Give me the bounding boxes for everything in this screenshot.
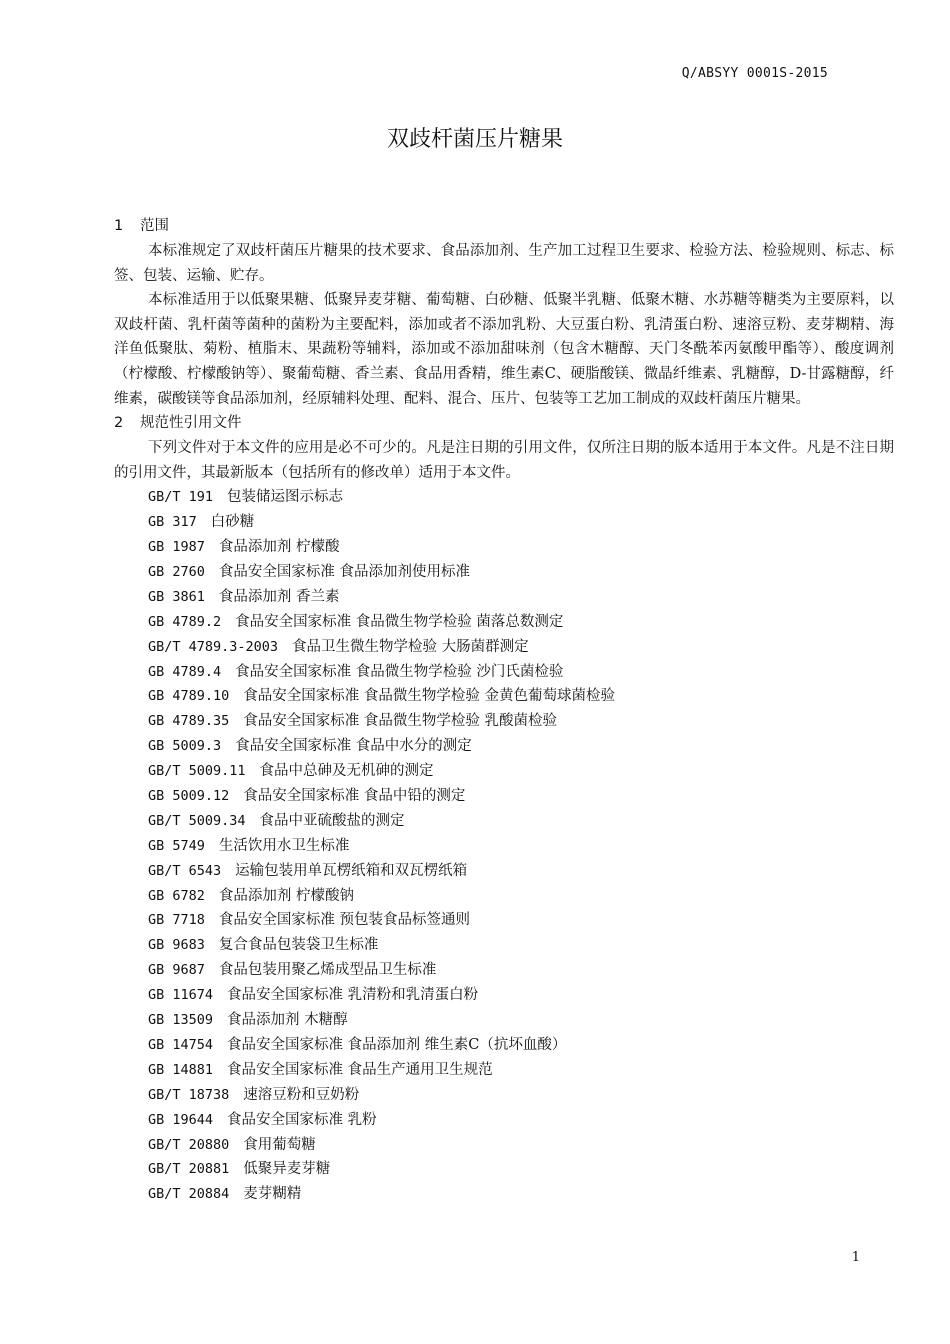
reference-title: 食品安全国家标准 预包装食品标签通则 [218, 912, 471, 929]
reference-code: GB 19644 [148, 1111, 214, 1128]
reference-code: GB 6782 [148, 887, 205, 904]
reference-code: GB 317 [148, 514, 197, 531]
reference-title: 生活饮用水卫生标准 [218, 837, 350, 854]
reference-title: 食品中总砷及无机砷的测定 [259, 763, 434, 780]
reference-item [114, 933, 894, 958]
reference-item [114, 510, 894, 535]
reference-item [114, 585, 894, 610]
document-body [114, 214, 894, 1207]
reference-item [114, 1058, 894, 1083]
reference-code: GB 14881 [148, 1061, 214, 1078]
reference-code: GB 5009.12 [148, 788, 230, 805]
reference-title: 食品中亚硫酸盐的测定 [259, 812, 405, 829]
reference-code: GB/T 191 [148, 489, 214, 506]
reference-title: 运输包装用单瓦楞纸箱和双瓦楞纸箱 [235, 862, 468, 879]
reference-item [114, 958, 894, 983]
reference-title: 食品包装用聚乙烯成型品卫生标准 [218, 962, 437, 979]
reference-title: 低聚异麦芽糖 [243, 1161, 331, 1178]
section-1-number: 1 [114, 218, 124, 234]
section-1-heading [114, 214, 894, 239]
reference-title: 食品添加剂 木糖醇 [227, 1012, 348, 1029]
section-1-paragraph-1: 本标准规定了双歧杆菌压片糖果的技术要求、食品添加剂、生产加工过程卫生要求、检验方法、检验规则、标志、标签、包装、运输、贮存。 [114, 243, 894, 284]
reference-title: 食品安全国家标准 食品微生物学检验 沙门氏菌检验 [235, 663, 564, 680]
reference-code: GB 4789.35 [148, 713, 230, 730]
reference-item [114, 560, 894, 585]
reference-item [114, 859, 894, 884]
reference-item [114, 1133, 894, 1158]
reference-title: 食品安全国家标准 食品微生物学检验 乳酸菌检验 [243, 713, 557, 730]
reference-item [114, 759, 894, 784]
reference-item [114, 1033, 894, 1058]
reference-item [114, 610, 894, 635]
reference-title: 麦芽糊精 [243, 1186, 302, 1203]
reference-code: GB 14754 [148, 1036, 214, 1053]
reference-item [114, 1108, 894, 1133]
reference-code: GB 4789.4 [148, 663, 222, 680]
reference-item [114, 834, 894, 859]
reference-title: 复合食品包装袋卫生标准 [218, 937, 379, 954]
section-1-paragraph-2: 本标准适用于以低聚果糖、低聚异麦芽糖、葡萄糖、白砂糖、低聚半乳糖、低聚木糖、水苏糖等糖类为主要原料，以双歧杆菌、乳杆菌等菌种的菌粉为主要配料，添加或者不添加乳粉、大豆蛋白粉、乳清蛋白粉、速溶豆粉、麦芽糊精、海洋鱼低聚肽、菊粉、植脂末、果蔬粉等辅料，添加或不添加甜味剂（包含木糖醇、天门冬酰苯丙氨酸甲酯等）、酸度调剂（柠檬酸、柠檬酸钠等）、聚葡萄糖、香兰素、食品用香精，维生素C、硬脂酸镁、微晶纤维素、乳糖醇，D-甘露糖醇，纤维素，碳酸镁等食品添加剂，经原辅料处理、配料、混合、压片、包装等工艺加工制成的双歧杆菌压片糖果。 [114, 292, 894, 407]
reference-item [114, 709, 894, 734]
reference-item [114, 1083, 894, 1108]
reference-code: GB/T 5009.11 [148, 763, 246, 780]
reference-item [114, 485, 894, 510]
page-number: 1 [851, 1250, 860, 1265]
reference-title: 食品卫生微生物学检验 大肠菌群测定 [292, 638, 529, 655]
reference-title: 食品安全国家标准 食品生产通用卫生规范 [227, 1061, 493, 1078]
reference-item [114, 983, 894, 1008]
document-title: 双歧杆菌压片糖果 [386, 127, 563, 152]
reference-item [114, 1008, 894, 1033]
reference-title: 食品安全国家标准 乳粉 [227, 1111, 377, 1128]
reference-code: GB 5749 [148, 837, 205, 854]
reference-code: GB 1987 [148, 539, 205, 556]
reference-code: GB 9683 [148, 937, 205, 954]
reference-title: 食品安全国家标准 食品中水分的测定 [235, 738, 472, 755]
standard-code: Q/ABSYY 0001S-2015 [681, 66, 828, 81]
reference-code: GB/T 4789.3-2003 [148, 638, 279, 655]
reference-code: GB 5009.3 [148, 738, 222, 755]
reference-code: GB 13509 [148, 1012, 214, 1029]
reference-item [114, 1157, 894, 1182]
reference-title: 食用葡萄糖 [243, 1136, 316, 1153]
reference-item [114, 734, 894, 759]
reference-item [114, 635, 894, 660]
reference-title: 白砂糖 [210, 514, 255, 531]
reference-code: GB/T 20884 [148, 1186, 230, 1203]
reference-code: GB 4789.10 [148, 688, 230, 705]
reference-title: 食品安全国家标准 食品微生物学检验 菌落总数测定 [235, 613, 564, 630]
reference-code: GB/T 6543 [148, 862, 222, 879]
reference-title: 食品安全国家标准 食品添加剂使用标准 [218, 564, 471, 581]
reference-title: 食品安全国家标准 食品微生物学检验 金黄色葡萄球菌检验 [243, 688, 615, 705]
reference-item [114, 535, 894, 560]
reference-title: 食品添加剂 柠檬酸钠 [218, 887, 355, 904]
reference-title: 食品添加剂 柠檬酸 [218, 539, 340, 556]
reference-item [114, 884, 894, 909]
reference-title: 食品安全国家标准 乳清粉和乳清蛋白粉 [227, 987, 479, 1004]
reference-item [114, 784, 894, 809]
reference-title: 包装储运图示标志 [227, 489, 344, 506]
reference-code: GB 3861 [148, 588, 205, 605]
reference-list [114, 485, 894, 1207]
reference-item [114, 1182, 894, 1207]
section-2-title: 规范性引用文件 [140, 415, 242, 432]
section-2-intro: 下列文件对于本文件的应用是必不可少的。凡是注日期的引用文件，仅所注日期的版本适用于本文件。凡是不注日期的引用文件，其最新版本（包括所有的修改单）适用于本文件。 [114, 440, 894, 481]
reference-item [114, 684, 894, 709]
reference-title: 食品添加剂 香兰素 [218, 588, 340, 605]
reference-title: 速溶豆粉和豆奶粉 [243, 1086, 360, 1103]
section-2-heading [114, 411, 894, 436]
reference-code: GB/T 20880 [148, 1136, 230, 1153]
reference-code: GB/T 18738 [148, 1086, 230, 1103]
reference-code: GB 2760 [148, 564, 205, 581]
reference-item [114, 908, 894, 933]
reference-item [114, 809, 894, 834]
section-1-title: 范围 [140, 218, 169, 234]
reference-code: GB 4789.2 [148, 613, 222, 630]
reference-code: GB 9687 [148, 962, 205, 979]
reference-title: 食品安全国家标准 食品添加剂 维生素C（抗坏血酸） [227, 1036, 567, 1053]
reference-title: 食品安全国家标准 食品中铅的测定 [243, 788, 466, 805]
reference-code: GB 11674 [148, 987, 214, 1004]
reference-code: GB 7718 [148, 912, 205, 929]
reference-item [114, 660, 894, 685]
section-2-number: 2 [114, 415, 124, 432]
reference-code: GB/T 20881 [148, 1161, 230, 1178]
reference-code: GB/T 5009.34 [148, 812, 246, 829]
